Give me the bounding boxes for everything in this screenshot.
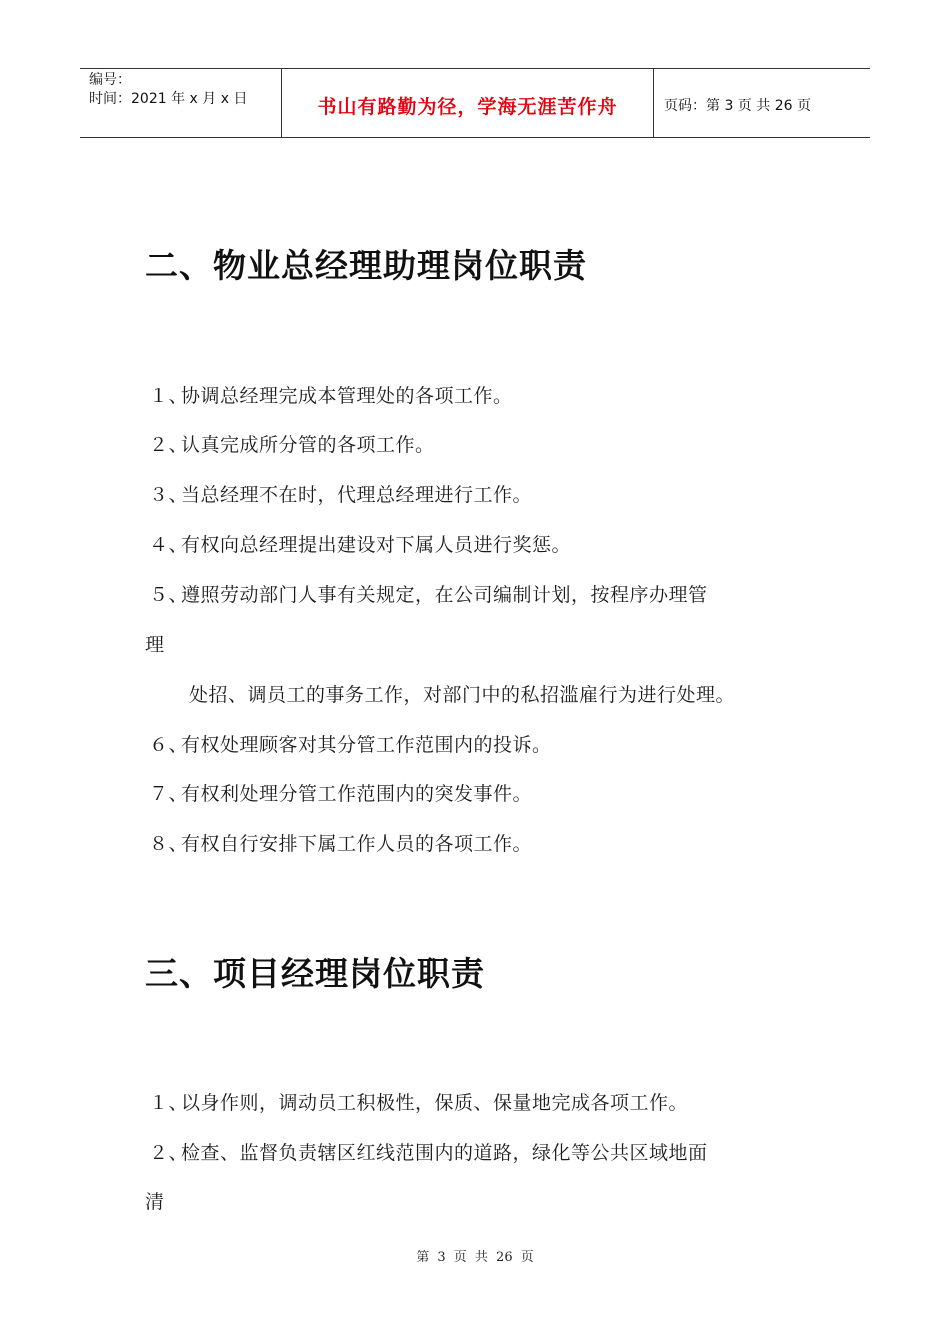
list-item-number: １、 <box>149 1092 189 1114</box>
list-item-text: 有权向总经理提出建设对下属人员进行奖惩。 <box>181 534 572 556</box>
list-item-number: ２、 <box>149 1142 189 1164</box>
document-number: 编号： <box>89 72 131 88</box>
header-motto-cell <box>281 69 654 137</box>
document-date: 时间：2021 年 x 月 x 日 <box>89 91 248 107</box>
list-item-text: 有权利处理分管工作范围内的突发事件。 <box>181 783 533 805</box>
list-item-text: 认真完成所分管的各项工作。 <box>181 434 435 456</box>
list-item-continuation: 清 <box>145 1191 165 1213</box>
motto: 书山有路勤为径，学海无涯苦作舟 <box>317 95 618 118</box>
list-item <box>145 580 708 607</box>
list-item-text: 协调总经理完成本管理处的各项工作。 <box>181 385 513 407</box>
list-item-number: ５、 <box>149 584 189 606</box>
list-item <box>145 480 532 507</box>
header-page-info: 页码：第 3 页 共 26 页 <box>664 98 811 114</box>
section-title: 二、物业总经理助理岗位职责 <box>145 246 587 285</box>
list-item-number: ８、 <box>149 833 189 855</box>
list-item <box>145 829 532 856</box>
list-item <box>145 730 552 757</box>
list-item <box>145 530 571 557</box>
list-item-continuation: 理 <box>145 634 165 656</box>
list-item-text: 检查、监督负责辖区红线范围内的道路，绿化等公共区域地面 <box>181 1142 708 1164</box>
list-item-text: 当总经理不在时，代理总经理进行工作。 <box>181 484 533 506</box>
section-title: 三、项目经理岗位职责 <box>145 954 485 993</box>
page-footer: 第 3 页 共 26 页 <box>416 1250 534 1265</box>
list-item-text: 遵照劳动部门人事有关规定，在公司编制计划，按程序办理管 <box>181 584 708 606</box>
list-item <box>145 381 513 408</box>
list-item-number: １、 <box>149 385 189 407</box>
list-item-number: ３、 <box>149 484 189 506</box>
list-item-number: ６、 <box>149 734 189 756</box>
page-header <box>80 68 870 138</box>
list-item <box>145 1138 708 1165</box>
list-item-text: 以身作则，调动员工积极性，保质、保量地完成各项工作。 <box>181 1092 689 1114</box>
list-item-text: 有权处理顾客对其分管工作范围内的投诉。 <box>181 734 552 756</box>
list-item-number: ２、 <box>149 434 189 456</box>
list-item-text: 有权自行安排下属工作人员的各项工作。 <box>181 833 533 855</box>
list-item <box>145 430 435 457</box>
list-item-number: ７、 <box>149 783 189 805</box>
list-item <box>145 779 532 806</box>
list-item-number: ４、 <box>149 534 189 556</box>
list-item-continuation: 处招、调员工的事务工作，对部门中的私招滥雇行为进行处理。 <box>189 684 736 706</box>
list-item <box>145 1088 688 1115</box>
header-meta <box>80 69 281 137</box>
